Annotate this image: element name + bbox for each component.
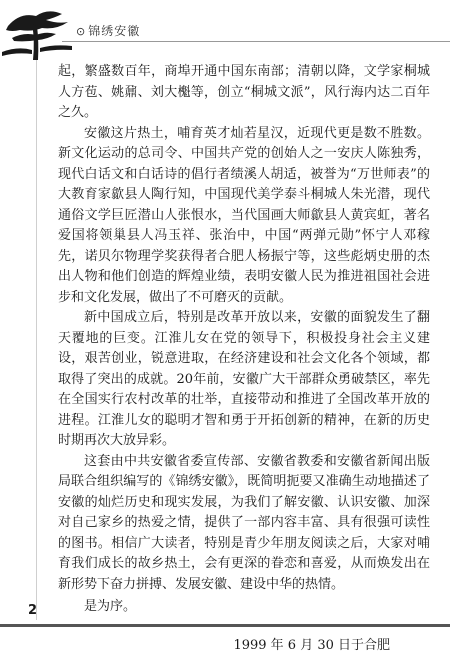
header-rule [62,41,450,42]
paragraph-book-intro: 这套由中共安徽省委宣传部、安徽省教委和安徽省新闻出版局联合组织编写的《锦绣安徽》，既简明扼要又准确生动地描述了安徽的灿烂历史和现实发展，为我们了解安徽、认识安徽、加深对自己家乡的热爱之情，提供了一部内容丰富、具有很强可读性的图书。相信广大读者，特别是青少年朋友阅读之后，大家对哺育我们成长的故乡热土，会有更深的眷恋和喜爱，从而焕发出在新形势下奋力拼搏、发展安徽、建设中华的热情。 [58,452,430,596]
running-header-title [76,22,140,39]
book-title: 锦绣安徽 [88,24,140,38]
paragraph-reform: 新中国成立后，特别是改革开放以来，安徽的面貌发生了翻天覆地的巨变。江淮儿女在党的领导下，积极投身社会主义建设，艰苦创业，锐意进取，在经济建设和社会文化各个领域，都取得了突出的成就。20年前，安徽广大干部群众勇破禁区，率先在全国实行农村改革的壮举，直接带动和推进了全国改革开放的进程。江淮儿女的聪明才智和勇于开拓创新的精神，在新的历史时期再次大放异彩。 [58,308,430,452]
closing-line: 是为序。 [58,597,430,618]
paragraph-notable-people: 安徽这片热土，哺育英才灿若星汉，近现代更是数不胜数。新文化运动的总司令、中国共产党的创始人之一安庆人陈独秀，现代白话文和白话诗的倡行者绩溪人胡适，被誉为“万世师表”的大教育家歙县人陶行知，中国现代美学泰斗桐城人朱光潜，现代通俗文学巨匠潜山人张恨水，当代国画大师歙县人黄宾虹，著名爱国将领巢县人冯玉祥、张治中，中国“两弹元勋”怀宁人邓稼先，诺贝尔物理学奖获得者合肥人杨振宁等，这些彪炳史册的杰出人物和他们创造的辉煌业绩，表明安徽人民为推进祖国社会进步和文化发展，做出了不可磨灭的贡献。 [58,124,430,309]
circle-dot-icon: ⊙ [76,25,86,38]
page-number: 2 [28,603,37,618]
page-header [0,0,450,62]
paragraph-continued: 起，繁盛数百年，商埠开通中国东南部；清朝以降，文学家桐城人方苞、姚鼐、刘大櫆等，创立“桐城文派”，风行海内达二百年之久。 [58,62,430,124]
date-line: 1999 年 6 月 30 日于合肥 [58,636,430,656]
preface-body [58,62,430,656]
margin-rule [36,60,37,620]
pine-tree-icon [2,4,74,60]
footer-rule [0,624,450,627]
